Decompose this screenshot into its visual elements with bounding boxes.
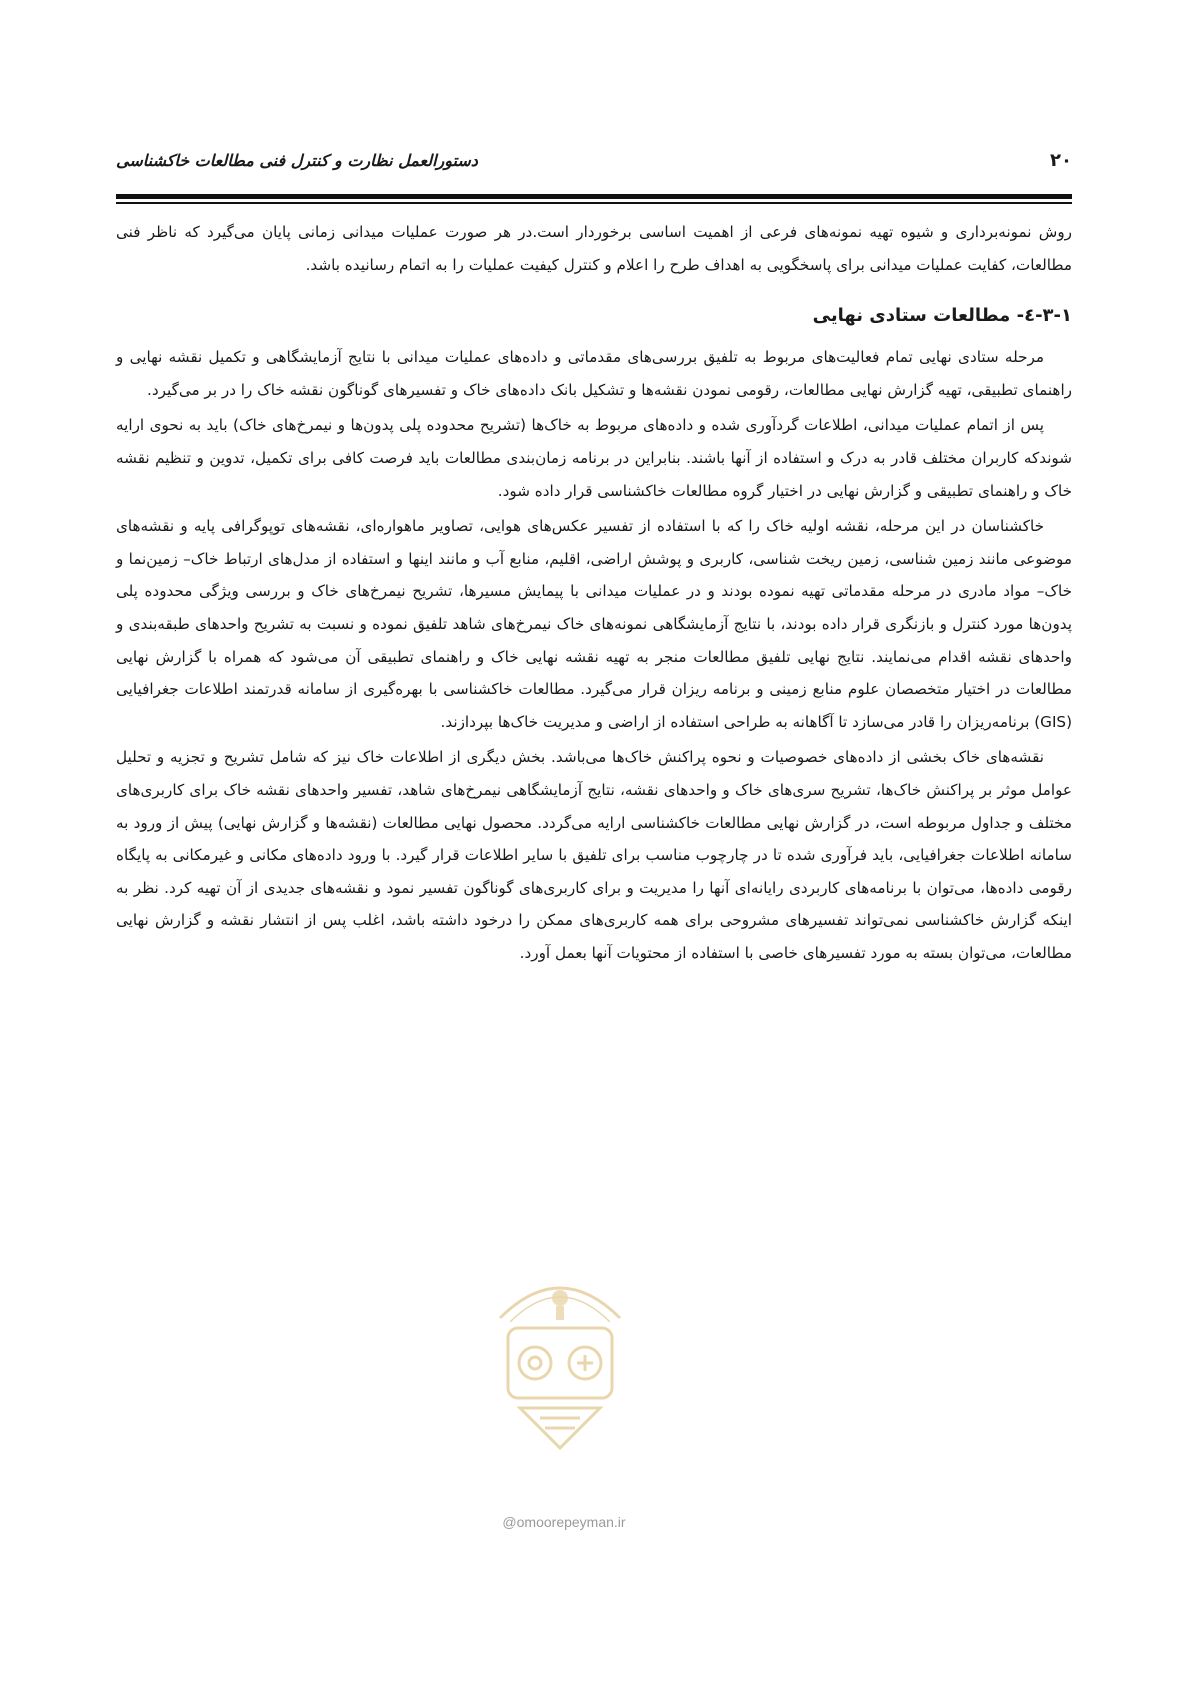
body-paragraph: پس از اتمام عملیات میدانی، اطلاعات گردآوری شده و داده‌های مربوط به خاک‌ها (تشریح محدوده پلی پدون‌ها و نیمرخ‌های خاک) باید به نحوی ارایه شوندکه کاربران مختلف قادر به درک و استفاده از آنها باشند. بنابراین در برنامه زمان‌بندی مطالعات باید فرصت کافی برای تکمیل، تدوین و تنظیم نقشه خاک و راهنمای تطبیقی و گزارش نهایی در اختیار گروه مطالعات خاکشناسی قرار داده شود. bbox=[116, 416, 1072, 500]
page-body bbox=[116, 216, 1072, 972]
running-title: دستورالعمل نظارت و کنترل فنی مطالعات خاکشناسی bbox=[116, 150, 478, 170]
header-rule-thin bbox=[116, 202, 1072, 204]
page-header bbox=[116, 142, 1072, 178]
section-heading: ۳-۱-٤- مطالعات ستادی نهایی bbox=[812, 305, 1072, 327]
watermark-url: @omoorepeyman.ir bbox=[502, 1514, 626, 1530]
body-paragraph: مرحله ستادی نهایی تمام فعالیت‌های مربوط به تلفیق بررسی‌های مقدماتی و داده‌های عملیات میدانی با نتایج آزمایشگاهی و تکمیل نقشه نهایی و راهنمای تطبیقی، تهیه گزارش نهایی مطالعات، رقومی نمودن نقشه‌ها و تشکیل بانک داده‌های خاک و تفسیرهای گوناگون نقشه خاک را در بر می‌گیرد. bbox=[116, 348, 1072, 399]
header-rule-thick bbox=[116, 194, 1072, 199]
page-number: ۲۰ bbox=[1050, 149, 1072, 171]
body-paragraph: نقشه‌های خاک بخشی از داده‌های خصوصیات و نحوه پراکنش خاک‌ها می‌باشد. بخش دیگری از اطلاعات خاک نیز که شامل تشریح و تجزیه و تحلیل عوامل موثر بر پراکنش خاک‌ها، تشریح سری‌های خاک و واحدهای نقشه، نتایج آزمایشگاهی نیمرخ‌های شاهد، تفسیر واحدهای نقشه خاک برای کاربری‌های مختلف و جداول مربوطه است، در گزارش نهایی مطالعات خاکشناسی ارایه می‌گردد. محصول نهایی مطالعات (نقشه‌ها و گزارش نهایی) پیش از ورود به سامانه اطلاعات جغرافیایی، باید فرآوری شده تا در چارچوب مناسب برای تلفیق با سایر اطلاعات قرار گیرد. با ورود داده‌های مکانی و غیرمکانی به پایگاه رقومی داده‌ها، می‌توان با برنامه‌های کاربردی رایانه‌ای آنها را مدیریت و برای کاربری‌های گوناگون تفسیر نمود و نقشه‌های جدیدی از آن تهیه کرد. نظر به اینکه گزارش خاکشناسی نمی‌تواند تفسیرهای مشروحی برای همه کاربری‌های ممکن را درخود داشته باشد، اغلب پس از انتشار نقشه و گزارش نهایی مطالعات، می‌توان بسته به مورد تفسیرهای خاصی با استفاده از محتویات آنها بعمل آورد. bbox=[116, 748, 1072, 962]
intro-paragraph: روش نمونه‌برداری و شیوه تهیه نمونه‌های فرعی از اهمیت اساسی برخوردار است.در هر صورت عملیات میدانی زمانی پایان می‌گیرد که ناظر فنی مطالعات، کفایت عملیات میدانی برای پاسخگویی به اهداف طرح را اعلام و کنترل کیفیت عملیات را به اتمام رسانیده باشد. bbox=[116, 223, 1072, 274]
body-paragraph: خاکشناسان در این مرحله، نقشه اولیه خاک را که با استفاده از تفسیر عکس‌های هوایی، تصاویر ماهواره‌ای، نقشه‌های توپوگرافی پایه و نقشه‌های موضوعی مانند زمین شناسی، زمین ریخت شناسی، کاربری و پوشش اراضی، اقلیم، منابع آب و مانند اینها و استفاده از مدل‌های ارتباط خاک– زمین‌نما و خاک– مواد مادری در مرحله مقدماتی تهیه نموده بودند و در عملیات میدانی با پیمایش مسیرها، تشریح نیمرخ‌های خاک و بررسی ویژگی محدوده پلی پدون‌ها مورد کنترل و بازنگری قرار داده بودند، با نتایج آزمایشگاهی نمونه‌های خاک نیمرخ‌های شاهد تلفیق نموده و نسبت به تشریح واحدهای طبقه‌بندی و واحدهای نقشه اقدام می‌نمایند. نتایج نهایی تلفیق مطالعات منجر به تهیه نقشه نهایی خاک و راهنمای تطبیقی آن می‌شود که همراه با گزارش نهایی مطالعات در اختیار متخصصان علوم منابع زمینی و برنامه ریزان قرار می‌گیرد. مطالعات خاکشناسی با بهره‌گیری از سامانه قدرتمند اطلاعات جغرافیایی (GIS) برنامه‌ریزان را قادر می‌سازد تا آگاهانه به طراحی استفاده از اراضی و مدیریت خاک‌ها بپردازند. bbox=[116, 517, 1072, 731]
watermark-logo-icon bbox=[480, 1258, 640, 1458]
